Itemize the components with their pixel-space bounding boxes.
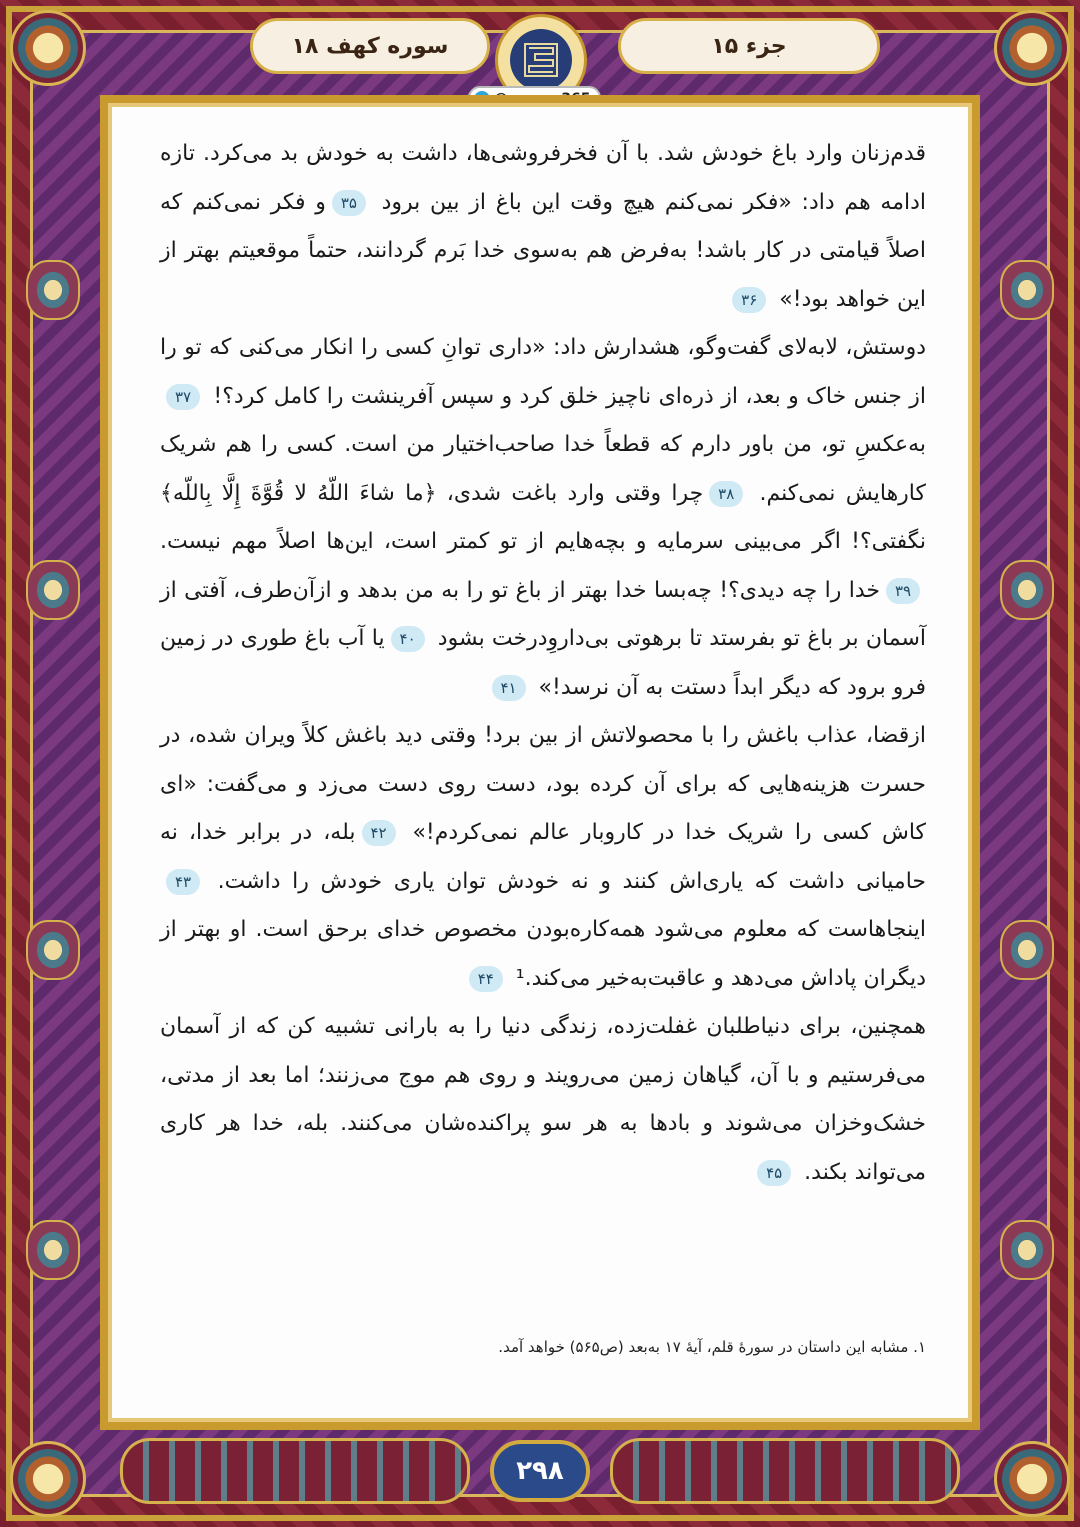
verse-text: اینجاهاست که معلوم می‌شود همه‌کاره‌بودن مخصوص خدای برحق است. او بهتر از دیگران پاداش می‌دهد و عاقبت‌به‌خیر می‌کند.¹ bbox=[160, 917, 926, 991]
corner-medallion-icon bbox=[10, 1441, 86, 1517]
translation-text bbox=[160, 130, 926, 1197]
ayah-number-badge: ۳۹ bbox=[886, 578, 920, 604]
bottom-cartouche bbox=[610, 1438, 960, 1504]
kufic-square-icon bbox=[521, 40, 561, 80]
page-number: ۲۹۸ bbox=[490, 1440, 590, 1502]
emblem-inner-icon bbox=[510, 29, 572, 91]
paragraph bbox=[160, 712, 926, 1003]
side-ornament-icon bbox=[26, 1220, 80, 1280]
verse-text: قدم‌زنان وارد باغ خودش شد. با آن فخرفروشی‌ها، داشت به خودش بد می‌کرد. تازه ادامه هم داد: «فکر نمی‌کنم هیچ وقت این باغ از بین برود bbox=[160, 141, 927, 215]
ayah-number-badge: ۳۷ bbox=[166, 384, 200, 410]
verse-text: بله، در برابر خدا، نه حامیانی داشت که یاری‌اش کنند و نه خودش توان یاری خودش را داشت. bbox=[160, 820, 926, 894]
side-ornament-icon bbox=[1000, 560, 1054, 620]
ayah-number-badge: ۳۶ bbox=[732, 287, 766, 313]
verse-text: یا آب باغ طوری در زمین فرو برود که دیگر ابداً دستت به آن نرسد!» bbox=[160, 626, 926, 700]
side-ornament-icon bbox=[1000, 1220, 1054, 1280]
corner-medallion-icon bbox=[994, 10, 1070, 86]
paragraph bbox=[160, 1003, 926, 1197]
ayah-number-badge: ۳۸ bbox=[709, 481, 743, 507]
side-ornament-icon bbox=[1000, 260, 1054, 320]
verse-text: دوستش، لابه‌لای گفت‌وگو، هشدارش داد: «داری توانِ کسی را انکار می‌کنی که تو را از جنس خاک و بعد، از ذره‌ای ناچیز خلق کرد و سپس آفرینشت را کامل کرد؟! bbox=[160, 335, 926, 409]
corner-medallion-icon bbox=[10, 10, 86, 86]
juz-label: جزء ۱۵ bbox=[618, 18, 880, 74]
surah-label: سوره کهف ۱۸ bbox=[250, 18, 490, 74]
ayah-number-badge: ۳۵ bbox=[332, 190, 366, 216]
ayah-number-badge: ۴۱ bbox=[492, 675, 526, 701]
side-ornament-icon bbox=[1000, 920, 1054, 980]
verse-text: چرا وقتی وارد باغت شدی، ﴿ما شاءَ اللّهُ لا قُوَّةَ إِلَّا بِاللّه﴾ نگفتی؟! اگر می‌بینی سرمایه و بچه‌هایم از تو کمتر است، این‌ها اصلاً مهم نیست. bbox=[160, 480, 926, 554]
ayah-number-badge: ۴۴ bbox=[469, 966, 503, 992]
verse-text: و فکر نمی‌کنم که اصلاً قیامتی در کار باشد! به‌فرض هم به‌سوی خدا بَرم گردانند، حتماً موقعیتم بهتر از این خواهد بود!» bbox=[160, 189, 926, 312]
verse-text: همچنین، برای دنیاطلبان غفلت‌زده، زندگی دنیا را به بارانی تشبیه کن که از آسمان می‌فرستیم و با آن، گیاهان زمین می‌رویند و روی هم موج می‌زنند؛ اما بعد از مدتی، خشک‌وخزان می‌شوند و بادها به هر سو پراکنده‌شان می‌کنند. بله، خدا هر کاری می‌تواند بکند. bbox=[160, 1014, 926, 1185]
ayah-number-badge: ۴۵ bbox=[757, 1160, 791, 1186]
verse-text: به‌عکسِ تو، من باور دارم که قطعاً خدا صاحب‌اختیار من است. کسی را هم شریک کارهایش نمی‌کنم. bbox=[160, 432, 926, 506]
side-ornament-icon bbox=[26, 560, 80, 620]
paragraph bbox=[160, 324, 926, 712]
bottom-cartouche bbox=[120, 1438, 470, 1504]
side-ornament-icon bbox=[26, 920, 80, 980]
verse-text: خدا را چه دیدی؟! چه‌بسا خدا بهتر از باغ تو را به من بدهد و ازآن‌طرف، آفتی از آسمان بر باغ تو بفرستد تا برهوتی بی‌داروِدرخت بشود bbox=[160, 577, 926, 651]
footnote: ۱. مشابه این داستان در سورۀ قلم، آیۀ ۱۷ به‌بعد (ص۵۶۵) خواهد آمد. bbox=[498, 1338, 926, 1356]
ayah-number-badge: ۴۳ bbox=[166, 869, 200, 895]
side-ornament-icon bbox=[26, 260, 80, 320]
ayah-number-badge: ۴۲ bbox=[362, 820, 396, 846]
ayah-number-badge: ۴۰ bbox=[391, 626, 425, 652]
corner-medallion-icon bbox=[994, 1441, 1070, 1517]
paragraph bbox=[160, 130, 926, 324]
verse-text: ازقضا، عذاب باغش را با محصولاتش از بین برد! وقتی دید باغش کلاً ویران شده، در حسرت هزینه‌هایی که برای آن کرده بود، دست روی دست می‌زد و می‌گفت: «ای کاش کسی را شریک خدا در کاروبار عالم نمی‌کردم!» bbox=[160, 723, 926, 845]
